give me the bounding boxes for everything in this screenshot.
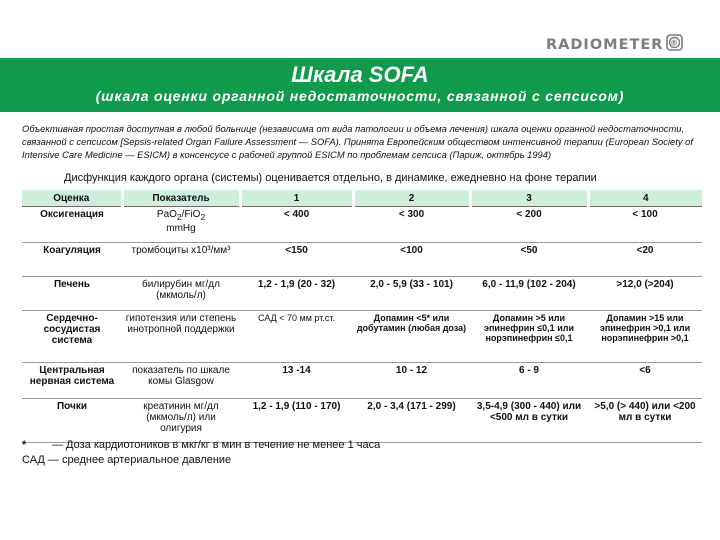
assessment-note: Дисфункция каждого органа (системы) оценивается отдельно, в динамике, ежедневно на фоне терапии [64, 172, 597, 184]
radiometer-logo [546, 34, 683, 55]
score-cell: Допамин >15 или эпинефрин >0,1 или норэпинефрин >0,1 [588, 311, 702, 363]
indicator-cell: креатинин мг/дл (мкмоль/л) или олигурия [122, 399, 240, 443]
header-points-2: 2 [353, 190, 470, 207]
score-cell: <100 [353, 243, 470, 277]
score-cell: <150 [240, 243, 353, 277]
score-cell: < 300 [353, 207, 470, 243]
organ-cell: Оксигенация [22, 207, 122, 243]
organ-cell: Коагуляция [22, 243, 122, 277]
footnotes [22, 438, 702, 468]
table-header-row [22, 190, 702, 207]
indicator-cell: тромбоциты x10³/мм³ [122, 243, 240, 277]
indicator-cell: билирубин мг/дл (мкмоль/л) [122, 277, 240, 311]
score-cell: 1,2 - 1,9 (20 - 32) [240, 277, 353, 311]
table-row [22, 243, 702, 277]
score-cell: <50 [470, 243, 588, 277]
score-cell: >12,0 (>204) [588, 277, 702, 311]
footnote-text: — Доза кардиотоников в мкг/кг в мин в течение не менее 1 часа [52, 439, 381, 451]
score-cell: < 200 [470, 207, 588, 243]
score-cell: 13 -14 [240, 363, 353, 399]
score-cell: 2,0 - 5,9 (33 - 101) [353, 277, 470, 311]
footnote-sad [22, 453, 702, 468]
sofa-table [22, 190, 702, 443]
score-cell: >5,0 (> 440) или <200 мл в сутки [588, 399, 702, 443]
organ-cell: Центральная нервная система [22, 363, 122, 399]
score-cell: 3,5-4,9 (300 - 440) или <500 мл в сутки [470, 399, 588, 443]
organ-cell: Сердечно-сосудистая система [22, 311, 122, 363]
score-cell: 6,0 - 11,9 (102 - 204) [470, 277, 588, 311]
footnote-text: САД — среднее артериальное давление [22, 454, 232, 466]
page-subtitle: (шкала оценки органной недостаточности, связанной с сепсисом) [95, 88, 625, 104]
title-banner [0, 58, 720, 112]
score-cell: <6 [588, 363, 702, 399]
page-title: Шкала SOFA [291, 62, 429, 87]
header-points-4: 4 [588, 190, 702, 207]
header-score: Оценка [22, 190, 122, 207]
intro-paragraph: Объективная простая доступная в любой больнице (независима от вида патологии и объема лечения) шкала оценки органной недостаточности, связанной с сепсисом [Sepsis-related Organ Failure Assessment — SOFA). Принята Европейским обществом интенсивной терапии (European Society of Intensive Care Medicine — ESICM) в консенсусе с рабочей группой ESICM по проблемам сепсиса (Париж, октябрь 1994) [22, 123, 693, 160]
table-row [22, 399, 702, 443]
score-cell: 2,0 - 3,4 (171 - 299) [353, 399, 470, 443]
score-cell: 10 - 12 [353, 363, 470, 399]
brand-name: RADIOMETER [546, 36, 664, 53]
score-cell: <20 [588, 243, 702, 277]
table-row [22, 207, 702, 243]
table-row [22, 277, 702, 311]
registered-mark-glyph: ® [670, 38, 680, 48]
score-cell: САД < 70 мм рт.ст. [240, 311, 353, 363]
header-indicator: Показатель [122, 190, 240, 207]
score-cell: < 400 [240, 207, 353, 243]
score-cell: < 100 [588, 207, 702, 243]
organ-cell: Почки [22, 399, 122, 443]
score-cell: 6 - 9 [470, 363, 588, 399]
score-cell: Допамин >5 или эпинефрин ≤0,1 или норэпинефрин ≤0,1 [470, 311, 588, 363]
indicator-cell [122, 207, 240, 243]
footnote-mark: * [22, 439, 27, 451]
footnote-dose [22, 438, 702, 453]
table-row [22, 363, 702, 399]
indicator-cell: гипотензия или степень инотропной поддержки [122, 311, 240, 363]
registered-mark-icon [666, 34, 683, 55]
header-points-1: 1 [240, 190, 353, 207]
header-points-3: 3 [470, 190, 588, 207]
indicator-text: PaO$_2$/FiO$_2$ mmHg [156, 209, 206, 234]
table-row [22, 311, 702, 363]
organ-cell: Печень [22, 277, 122, 311]
score-cell: Допамин <5* или добутамин (любая доза) [353, 311, 470, 363]
score-cell: 1,2 - 1,9 (110 - 170) [240, 399, 353, 443]
indicator-cell: показатель по шкале комы Glasgow [122, 363, 240, 399]
